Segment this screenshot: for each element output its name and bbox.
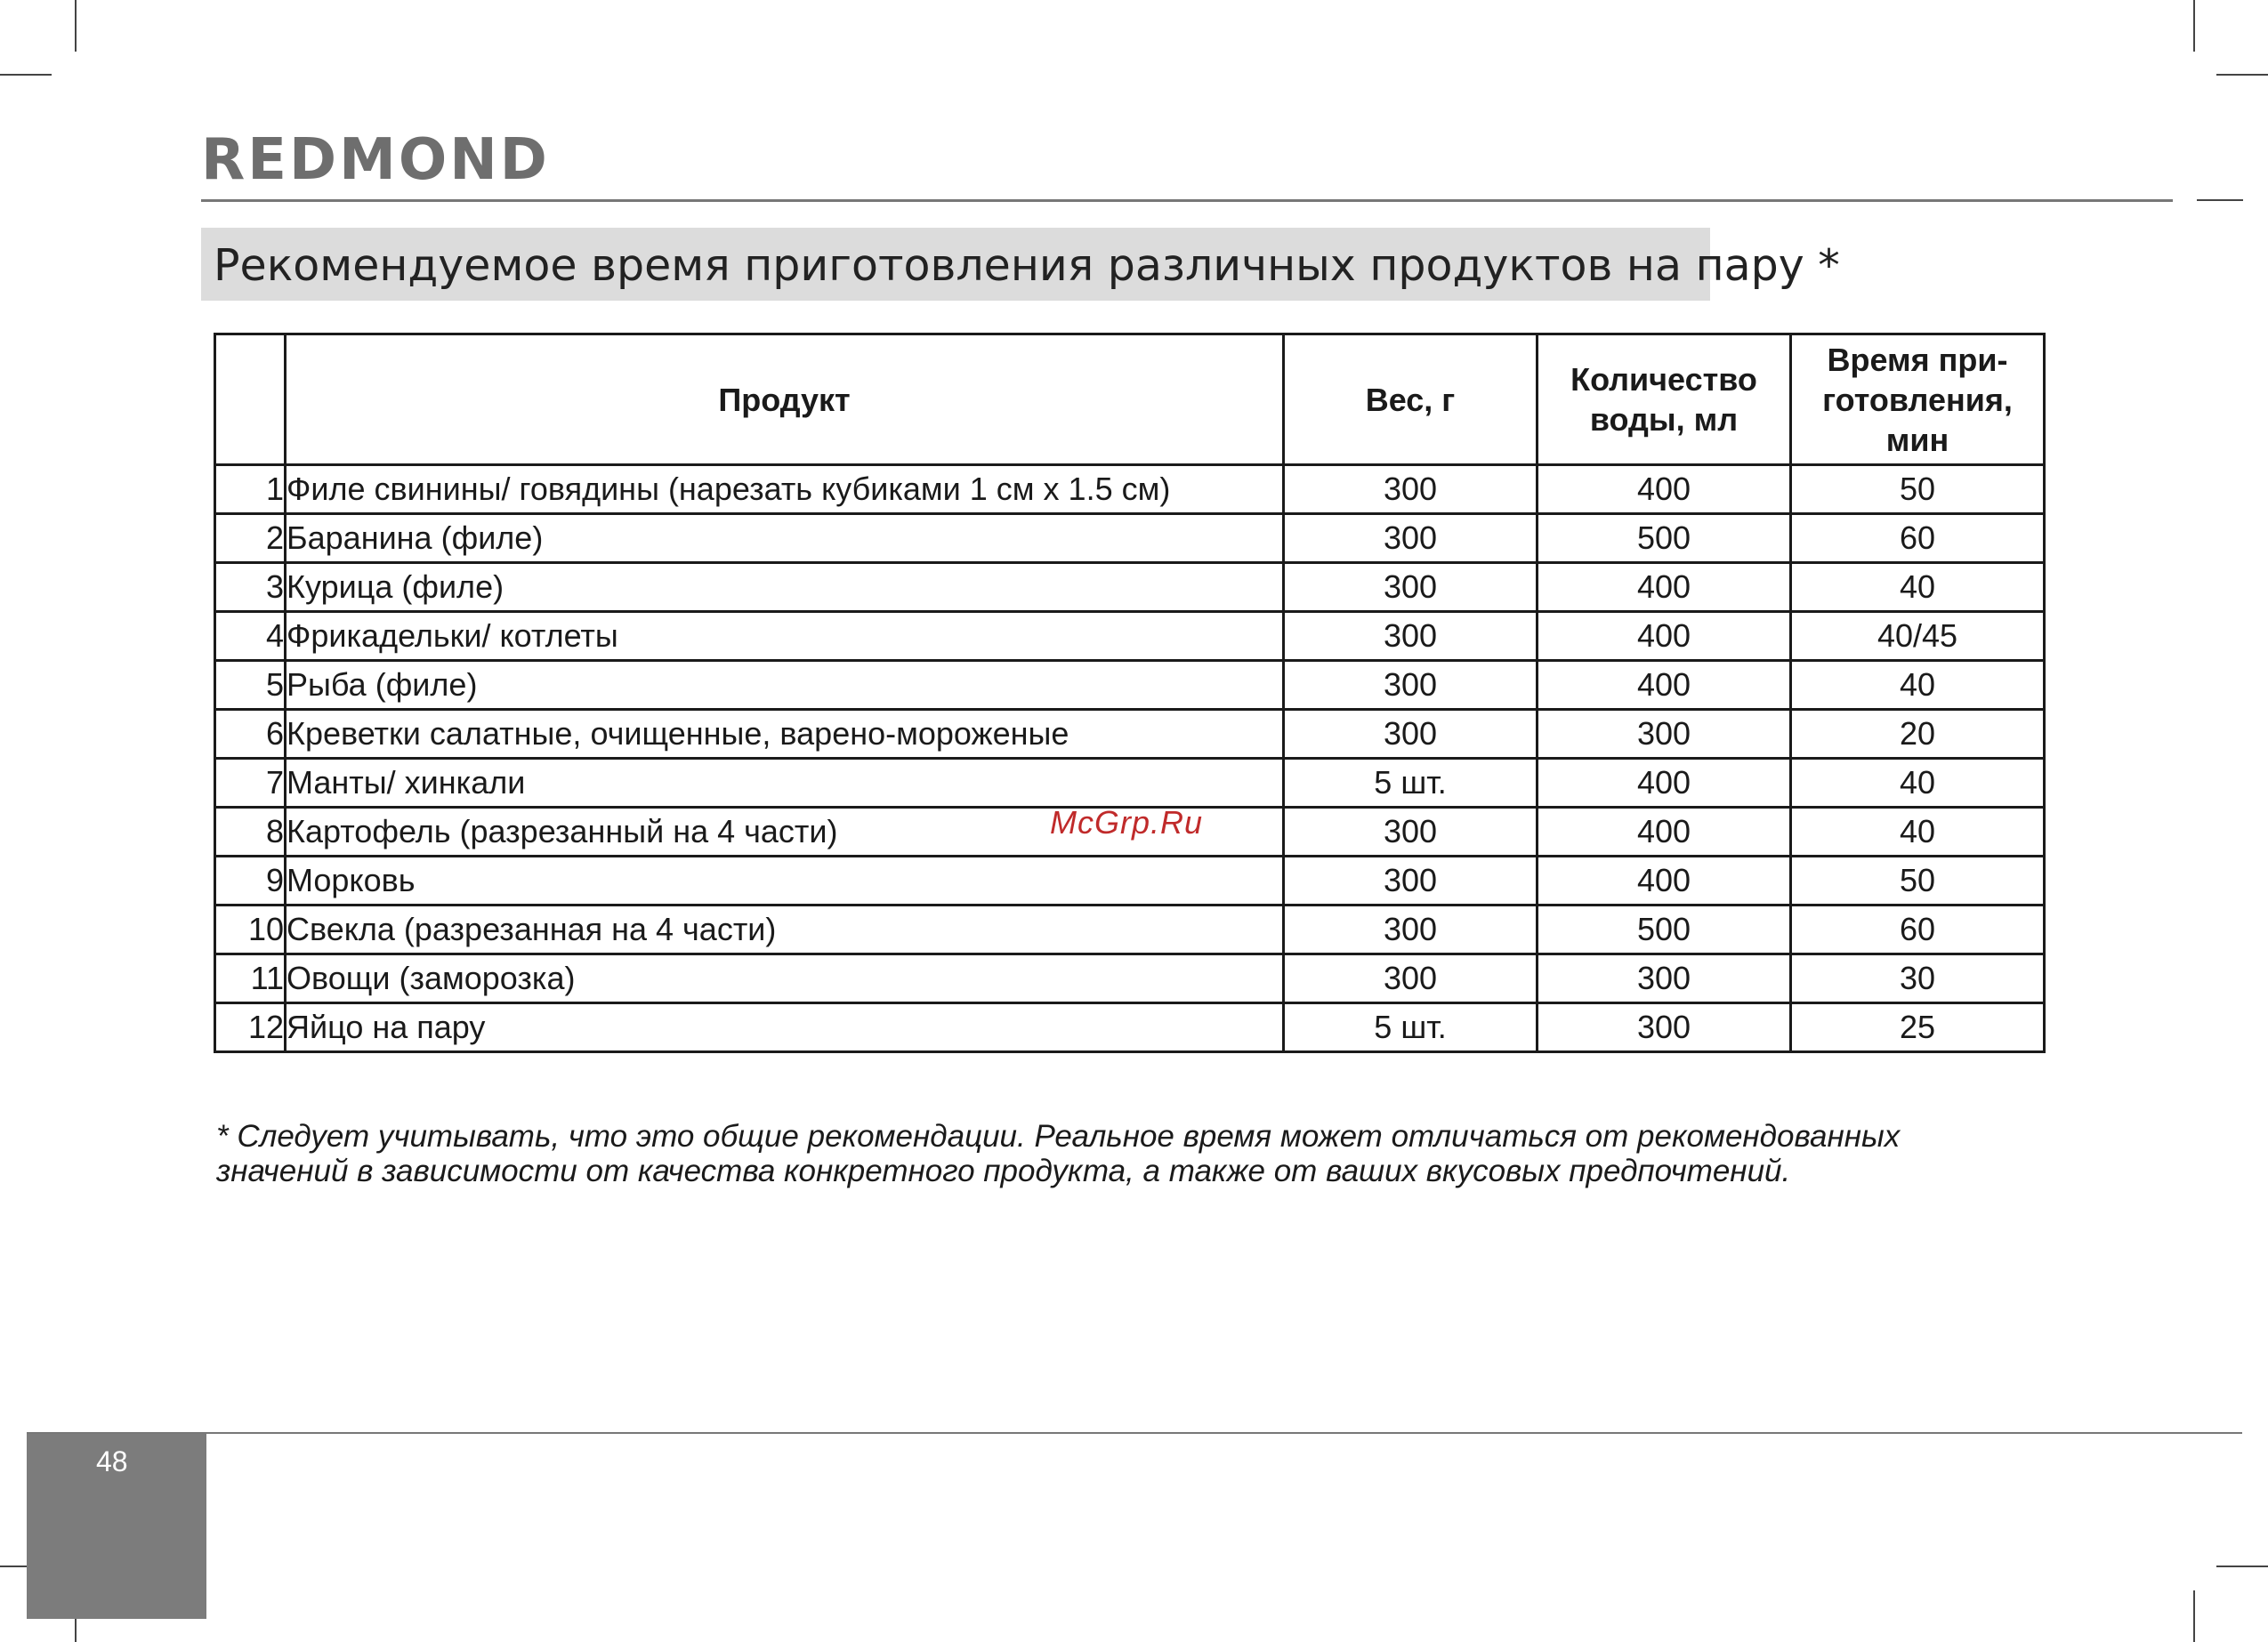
row-number: 6 [215, 710, 286, 759]
row-time: 60 [1791, 514, 2045, 563]
row-number: 4 [215, 612, 286, 661]
row-time: 50 [1791, 465, 2045, 514]
row-time: 40 [1791, 808, 2045, 857]
row-water: 300 [1538, 710, 1791, 759]
table-row [215, 661, 2045, 710]
crop-mark [2216, 74, 2268, 76]
table-row [215, 857, 2045, 906]
header-time-line: Время при- [1827, 341, 2008, 378]
row-water: 400 [1538, 661, 1791, 710]
header-time-line: мин [1885, 421, 1949, 458]
header-water-line: Количество [1570, 361, 1757, 398]
header-water [1538, 334, 1791, 465]
row-number: 8 [215, 808, 286, 857]
row-weight: 300 [1284, 514, 1538, 563]
row-water: 300 [1538, 1003, 1791, 1052]
table-row [215, 563, 2045, 612]
row-water: 400 [1538, 759, 1791, 808]
row-weight: 300 [1284, 906, 1538, 954]
header-product: Продукт [286, 334, 1284, 465]
row-number: 1 [215, 465, 286, 514]
row-number: 10 [215, 906, 286, 954]
row-time: 30 [1791, 954, 2045, 1003]
row-time: 40 [1791, 661, 2045, 710]
row-water: 400 [1538, 465, 1791, 514]
row-number: 3 [215, 563, 286, 612]
row-water: 500 [1538, 906, 1791, 954]
footnote [216, 1119, 2085, 1188]
row-weight: 300 [1284, 612, 1538, 661]
page-number: 48 [96, 1445, 128, 1477]
row-water: 400 [1538, 563, 1791, 612]
row-time: 40 [1791, 563, 2045, 612]
table-row [215, 612, 2045, 661]
header-divider [201, 199, 2173, 202]
row-weight: 5 шт. [1284, 759, 1538, 808]
row-product: Креветки салатные, очищенные, варено-мороженые [286, 710, 1284, 759]
row-weight: 300 [1284, 465, 1538, 514]
section-title-band [201, 228, 1840, 301]
row-water: 300 [1538, 954, 1791, 1003]
footer-divider [27, 1432, 2242, 1434]
row-water: 500 [1538, 514, 1791, 563]
row-number: 5 [215, 661, 286, 710]
row-product: Курица (филе) [286, 563, 1284, 612]
table-row [215, 954, 2045, 1003]
row-time: 60 [1791, 906, 2045, 954]
row-weight: 300 [1284, 808, 1538, 857]
header-weight: Вес, г [1284, 334, 1538, 465]
table-row [215, 759, 2045, 808]
table-row [215, 710, 2045, 759]
row-time: 20 [1791, 710, 2045, 759]
row-weight: 300 [1284, 857, 1538, 906]
row-product: Яйцо на пару [286, 1003, 1284, 1052]
table-header-row [215, 334, 2045, 465]
row-number: 12 [215, 1003, 286, 1052]
row-product: Рыба (филе) [286, 661, 1284, 710]
row-number: 2 [215, 514, 286, 563]
header-time [1791, 334, 2045, 465]
table-row [215, 906, 2045, 954]
footnote-line: значений в зависимости от качества конкретного продукта, а также от ваших вкусовых предпочтений. [216, 1154, 1791, 1189]
row-weight: 300 [1284, 563, 1538, 612]
row-product: Морковь [286, 857, 1284, 906]
crop-mark [2193, 1590, 2195, 1642]
brand-logo: REDMOND [201, 127, 550, 193]
crop-mark [0, 74, 52, 76]
row-product: Баранина (филе) [286, 514, 1284, 563]
crop-mark [2197, 199, 2243, 201]
header-number [215, 334, 286, 465]
row-product: Фрикадельки/ котлеты [286, 612, 1284, 661]
row-number: 7 [215, 759, 286, 808]
watermark: McGrp.Ru [1050, 804, 1204, 841]
crop-mark [2193, 0, 2195, 52]
row-time: 50 [1791, 857, 2045, 906]
crop-mark [2216, 1566, 2268, 1567]
steam-time-table [214, 333, 2046, 1053]
footnote-line: * Следует учитывать, что это общие рекомендации. Реальное время может отличаться от рекомендованных [216, 1119, 1901, 1154]
row-product: Картофель (разрезанный на 4 части) [286, 808, 1284, 857]
row-number: 9 [215, 857, 286, 906]
row-water: 400 [1538, 612, 1791, 661]
row-weight: 300 [1284, 661, 1538, 710]
row-time: 25 [1791, 1003, 2045, 1052]
row-water: 400 [1538, 808, 1791, 857]
header-time-line: готовления, [1822, 381, 2013, 418]
row-product: Манты/ хинкали [286, 759, 1284, 808]
table-row [215, 514, 2045, 563]
crop-mark [75, 0, 77, 52]
row-weight: 300 [1284, 710, 1538, 759]
row-water: 400 [1538, 857, 1791, 906]
row-weight: 5 шт. [1284, 1003, 1538, 1052]
row-number: 11 [215, 954, 286, 1003]
table-row [215, 465, 2045, 514]
row-weight: 300 [1284, 954, 1538, 1003]
row-time: 40 [1791, 759, 2045, 808]
row-product: Свекла (разрезанная на 4 части) [286, 906, 1284, 954]
header-water-line: воды, мл [1589, 401, 1739, 438]
row-time: 40/45 [1791, 612, 2045, 661]
row-product: Овощи (заморозка) [286, 954, 1284, 1003]
section-title: Рекомендуемое время приготовления различных продуктов на пару * [214, 240, 1840, 291]
table-row [215, 1003, 2045, 1052]
row-product: Филе свинины/ говядины (нарезать кубиками 1 см х 1.5 см) [286, 465, 1284, 514]
